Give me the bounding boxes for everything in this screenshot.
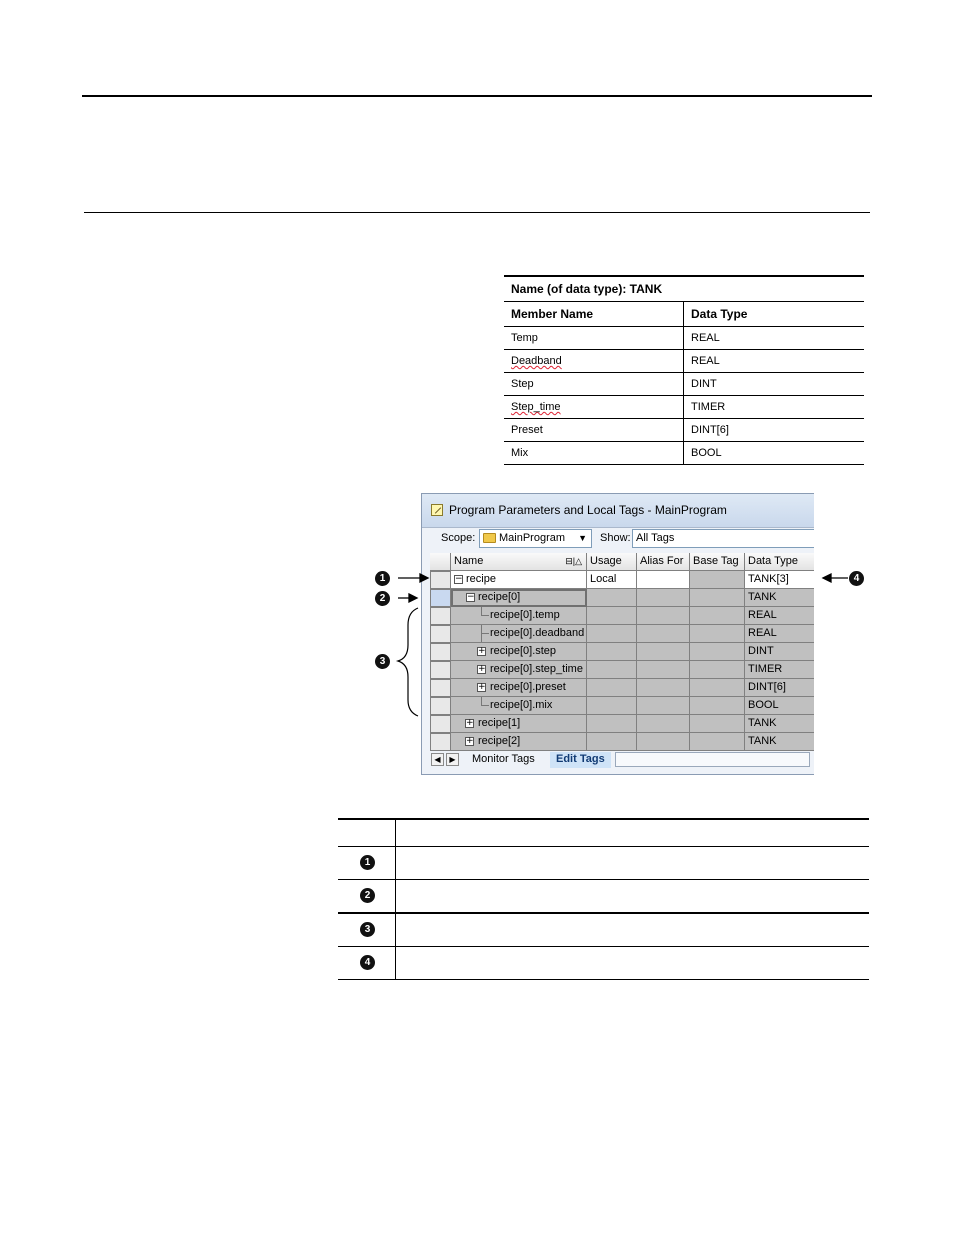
table-row[interactable]	[430, 643, 814, 661]
expand-icon[interactable]: +	[466, 718, 474, 728]
data-type-cell: DINT	[745, 643, 814, 661]
collapse-icon[interactable]: −	[455, 574, 463, 584]
table-row	[338, 914, 869, 947]
column-header-base-tag[interactable]: Base Tag	[690, 553, 745, 571]
window-titlebar[interactable]	[422, 494, 814, 528]
row-selector[interactable]	[430, 661, 451, 679]
show-label: Show:	[600, 532, 631, 544]
program-folder-icon	[483, 533, 496, 543]
member-type: REAL	[691, 332, 720, 344]
legend-header	[338, 818, 869, 847]
base-tag-cell	[690, 697, 745, 715]
tag-toolbar	[422, 528, 814, 550]
legend-1-icon: 1	[360, 855, 375, 870]
table-row[interactable]	[430, 661, 814, 679]
table-row[interactable]	[430, 571, 814, 589]
show-value: All Tags	[636, 532, 675, 544]
tag-name-cell[interactable]: + recipe[1]	[451, 715, 587, 733]
section-rule	[84, 212, 870, 213]
usage-cell	[587, 643, 637, 661]
callout-4-icon: 4	[849, 571, 864, 586]
table-row	[504, 442, 864, 465]
base-tag-cell	[690, 661, 745, 679]
usage-cell	[587, 607, 637, 625]
table-row	[504, 327, 864, 350]
table-row[interactable]	[430, 697, 814, 715]
table-row[interactable]	[430, 607, 814, 625]
member-type: REAL	[691, 355, 720, 367]
row-selector[interactable]	[430, 697, 451, 715]
scope-label: Scope:	[441, 532, 476, 544]
legend-3-icon: 3	[360, 922, 375, 937]
base-tag-cell	[690, 643, 745, 661]
horizontal-scrollbar[interactable]	[615, 752, 810, 767]
data-type-header: Data Type	[691, 307, 748, 321]
table-row	[504, 350, 864, 373]
tab-edit-tags[interactable]: Edit Tags	[550, 752, 611, 768]
column-header-name[interactable]: Name ⊟|△	[451, 553, 587, 571]
expand-icon[interactable]: +	[478, 646, 486, 656]
tag-name-cell[interactable]: recipe[0].mix	[451, 697, 587, 715]
scope-select[interactable]	[479, 529, 592, 548]
alias-for-cell	[637, 733, 690, 751]
data-type-cell[interactable]: TANK[3]	[745, 571, 814, 589]
alias-for-cell	[637, 715, 690, 733]
usage-cell	[587, 661, 637, 679]
data-type-cell: TIMER	[745, 661, 814, 679]
callout-legend-table	[338, 818, 869, 980]
row-header-corner	[430, 553, 451, 571]
base-tag-cell	[690, 625, 745, 643]
data-type-cell: TANK	[745, 589, 814, 607]
row-selector[interactable]	[430, 715, 451, 733]
callout-3-icon: 3	[375, 654, 390, 669]
row-selector[interactable]	[430, 625, 451, 643]
data-type-cell: BOOL	[745, 697, 814, 715]
data-type-table-title: Name (of data type): TANK	[504, 277, 864, 302]
show-filter-select[interactable]	[632, 529, 814, 548]
data-type-table	[504, 275, 864, 465]
tag-name-cell[interactable]: recipe[0].temp	[451, 607, 587, 625]
tag-name-cell[interactable]: + recipe[2]	[451, 733, 587, 751]
member-name: Temp	[504, 327, 684, 349]
window-title: Program Parameters and Local Tags - MainProgram	[449, 503, 727, 517]
callout-1-icon: 1	[375, 571, 390, 586]
table-row	[504, 373, 864, 396]
data-type-cell: DINT[6]	[745, 679, 814, 697]
member-type: BOOL	[691, 447, 722, 459]
alias-for-cell	[637, 697, 690, 715]
row-selector[interactable]	[430, 589, 451, 607]
base-tag-cell	[690, 733, 745, 751]
usage-cell	[587, 715, 637, 733]
base-tag-cell	[690, 715, 745, 733]
expand-icon[interactable]: +	[478, 682, 486, 692]
base-tag-cell	[690, 679, 745, 697]
tag-name-cell[interactable]: + recipe[0].step	[451, 643, 587, 661]
table-row[interactable]	[430, 715, 814, 733]
usage-cell	[587, 733, 637, 751]
usage-cell	[587, 589, 637, 607]
member-type: TIMER	[691, 401, 726, 413]
member-type: DINT[6]	[691, 424, 729, 436]
row-selector[interactable]	[430, 643, 451, 661]
data-type-cell: REAL	[745, 625, 814, 643]
tab-scroll-left-icon[interactable]: ◀	[431, 753, 444, 766]
collapse-icon[interactable]: −	[467, 592, 475, 602]
data-type-cell: REAL	[745, 607, 814, 625]
table-row	[504, 419, 864, 442]
tag-name-cell[interactable]: + recipe[0].step_time	[451, 661, 587, 679]
member-name: Step	[504, 373, 684, 395]
tag-editor-window	[421, 493, 814, 775]
column-header-usage[interactable]: Usage	[587, 553, 637, 571]
legend-4-icon: 4	[360, 955, 375, 970]
alias-for-cell	[637, 589, 690, 607]
table-row[interactable]	[430, 733, 814, 751]
member-type: DINT	[691, 378, 717, 390]
grid-header	[430, 553, 814, 571]
legend-2-icon: 2	[360, 888, 375, 903]
expand-icon[interactable]: +	[478, 664, 486, 674]
table-row[interactable]	[430, 625, 814, 643]
tag-name-cell[interactable]: − recipe[0]	[451, 589, 587, 607]
usage-cell[interactable]: Local	[587, 571, 637, 589]
data-type-cell: TANK	[745, 715, 814, 733]
alias-for-cell	[637, 679, 690, 697]
scope-value: MainProgram	[499, 532, 566, 544]
table-row	[338, 880, 869, 914]
alias-for-cell	[637, 643, 690, 661]
data-type-cell: TANK	[745, 733, 814, 751]
chevron-down-icon: ▼	[578, 533, 587, 543]
alias-for-cell	[637, 661, 690, 679]
edit-tags-icon	[431, 504, 443, 516]
row-selector[interactable]	[430, 733, 451, 751]
base-tag-cell	[690, 607, 745, 625]
base-tag-cell	[690, 589, 745, 607]
header-rule	[82, 95, 872, 97]
usage-cell	[587, 679, 637, 697]
data-type-table-header	[504, 302, 864, 327]
table-row[interactable]	[430, 589, 814, 607]
table-row	[338, 947, 869, 980]
base-tag-cell	[690, 571, 745, 589]
table-row[interactable]	[430, 679, 814, 697]
sort-icon[interactable]: ⊟|△	[565, 556, 582, 566]
row-selector[interactable]	[430, 571, 451, 589]
member-name: Mix	[504, 442, 684, 464]
callout-2-icon: 2	[375, 591, 390, 606]
table-row	[504, 396, 864, 419]
member-name: Preset	[504, 419, 684, 441]
expand-icon[interactable]: +	[466, 736, 474, 746]
alias-for-cell	[637, 625, 690, 643]
alias-for-cell	[637, 607, 690, 625]
tag-name-cell[interactable]: recipe[0].deadband	[451, 625, 587, 643]
column-header-alias-for[interactable]: Alias For	[637, 553, 690, 571]
usage-cell	[587, 625, 637, 643]
tab-monitor-tags[interactable]: Monitor Tags	[472, 753, 535, 765]
member-name: Step_time	[511, 401, 561, 413]
tab-scroll-right-icon[interactable]: ▶	[446, 753, 459, 766]
view-tabs	[422, 752, 814, 768]
row-selector[interactable]	[430, 607, 451, 625]
table-row	[338, 847, 869, 880]
tag-name-cell[interactable]: − recipe	[451, 571, 587, 589]
member-name-header: Member Name	[504, 302, 684, 326]
usage-cell	[587, 697, 637, 715]
row-selector[interactable]	[430, 679, 451, 697]
alias-for-cell[interactable]	[637, 571, 690, 589]
column-header-data-type[interactable]: Data Type	[745, 553, 814, 571]
member-name: Deadband	[511, 355, 562, 367]
tag-name-cell[interactable]: + recipe[0].preset	[451, 679, 587, 697]
